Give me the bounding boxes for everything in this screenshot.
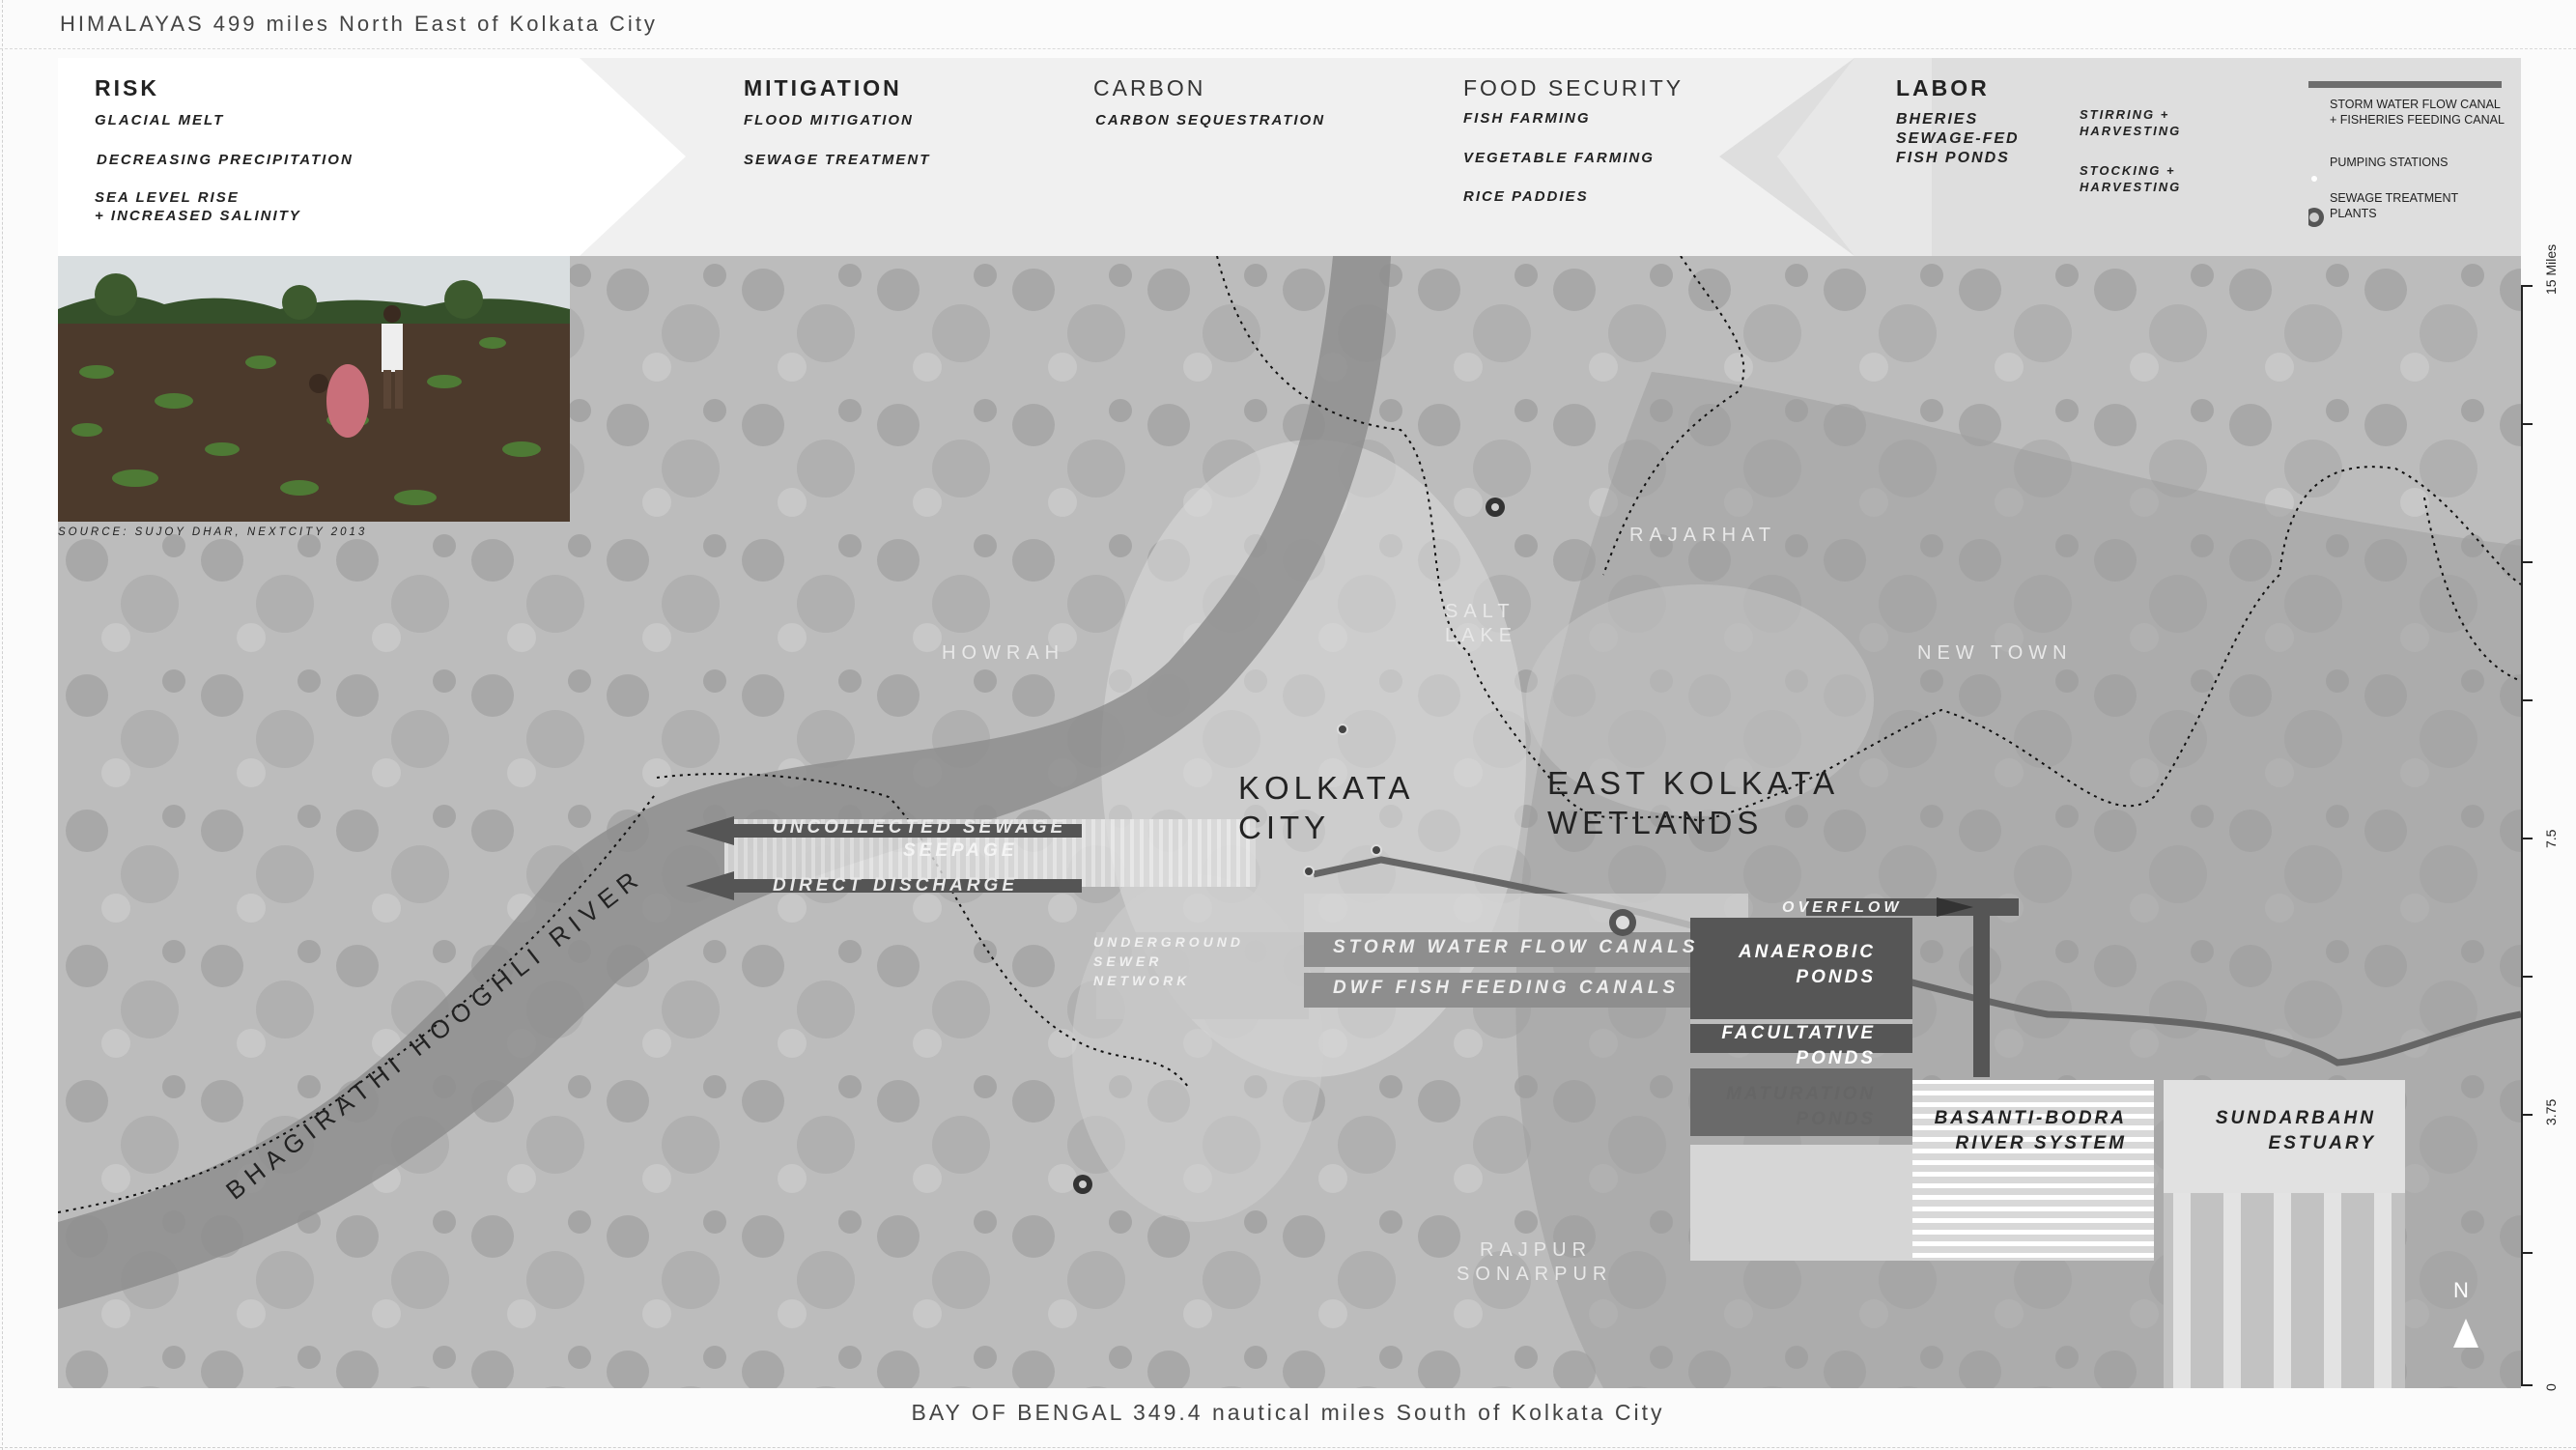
labor-item: BHERIES <box>1896 111 1979 128</box>
place-new-town: NEW TOWN <box>1917 642 2073 664</box>
scale-tick-label: 7.5 <box>2543 829 2559 848</box>
food-item: FISH FARMING <box>1463 110 1591 127</box>
river-label: BHAGIRATHI HOOGHLI RIVER <box>220 862 649 1206</box>
pumping-station-legend-dot <box>2311 176 2317 182</box>
place-sonarpur: SONARPUR <box>1457 1264 1613 1285</box>
scale-tick-label: 3.75 <box>2543 1098 2559 1125</box>
risk-item: DECREASING PRECIPITATION <box>97 152 354 168</box>
treatment-legend-label: SEWAGE TREATMENT <box>2330 191 2459 205</box>
carbon-item: CARBON SEQUESTRATION <box>1095 112 1326 128</box>
place-rajpur: RAJPUR <box>1480 1239 1593 1261</box>
photo-image <box>58 256 570 522</box>
storm-water-label: STORM WATER FLOW CANALS <box>1333 937 1699 957</box>
dwf-label: DWF FISH FEEDING CANALS <box>1333 978 1679 998</box>
mitigation-item: SEWAGE TREATMENT <box>744 152 931 168</box>
labor-sub: HARVESTING <box>2080 180 2182 194</box>
facultative-label: PONDS <box>1796 1048 1876 1068</box>
canal-legend-line <box>2308 81 2502 88</box>
canal-legend-label: STORM WATER FLOW CANAL <box>2330 98 2501 111</box>
maturation-ponds <box>1690 1145 1912 1261</box>
ekw-label: WETLANDS <box>1547 805 1764 840</box>
maturation-label: MATURATION <box>1726 1084 1876 1104</box>
risk-item: SEA LEVEL RISE <box>95 189 240 206</box>
uncollected-label: UNCOLLECTED SEWAGE <box>773 817 1067 838</box>
anaerobic-label: PONDS <box>1796 967 1876 987</box>
pumping-station-marker <box>1304 867 1314 876</box>
labor-title: LABOR <box>1896 75 1990 100</box>
risk-title: RISK <box>95 75 159 100</box>
page-border-top <box>0 48 2576 49</box>
direct-discharge-label: DIRECT DISCHARGE <box>773 875 1019 896</box>
carbon-title: CARBON <box>1093 75 1206 100</box>
food-item: VEGETABLE FARMING <box>1463 150 1655 166</box>
canal-legend-label: + FISHERIES FEEDING CANAL <box>2330 113 2505 127</box>
north-label: N <box>2453 1278 2469 1302</box>
scale-bar <box>2511 256 2569 1388</box>
underground-label: UNDERGROUND <box>1093 934 1244 950</box>
risk-item: + INCREASED SALINITY <box>95 208 301 224</box>
overflow-pipe <box>1973 898 1990 1077</box>
seepage-label: SEEPAGE <box>903 840 1018 861</box>
labor-sub: HARVESTING <box>2080 124 2182 138</box>
maturation-label: PONDS <box>1796 1109 1876 1129</box>
banner-shapes <box>58 58 2521 256</box>
sundarbahn-label: ESTUARY <box>2268 1133 2376 1153</box>
header-note: HIMALAYAS 499 miles North East of Kolkata City <box>60 12 658 36</box>
field-worker-photo <box>58 256 570 522</box>
scale-unit-label: 15 Miles <box>2543 243 2559 295</box>
mitigation-title: MITIGATION <box>744 75 902 100</box>
facultative-label: FACULTATIVE <box>1721 1023 1876 1043</box>
kolkata-label: CITY <box>1238 810 1331 845</box>
labor-sub: STIRRING + <box>2080 107 2170 122</box>
ekw-label: EAST KOLKATA <box>1547 765 1840 801</box>
basanti-label: BASANTI-BODRA <box>1934 1108 2127 1128</box>
labor-item: FISH PONDS <box>1896 150 2010 166</box>
pumping-station-marker <box>1372 845 1381 855</box>
place-salt: SALT <box>1445 601 1515 622</box>
kolkata-label: KOLKATA <box>1238 770 1415 806</box>
scale-tick-label: 0 <box>2543 1383 2559 1391</box>
food-item: RICE PADDIES <box>1463 188 1589 205</box>
risk-item: GLACIAL MELT <box>95 112 225 128</box>
footer-note: BAY OF BENGAL 349.4 nautical miles South of Kolkata City <box>911 1400 1665 1425</box>
pumping-legend-label: PUMPING STATIONS <box>2330 156 2449 169</box>
overflow-label: OVERFLOW <box>1782 899 1903 916</box>
labor-sub: STOCKING + <box>2080 163 2176 178</box>
place-rajarhat: RAJARHAT <box>1629 525 1777 546</box>
underground-label: SEWER <box>1093 953 1163 969</box>
page-border-bottom <box>0 1447 2576 1448</box>
treatment-legend-label: PLANTS <box>2330 207 2377 220</box>
place-howrah: HOWRAH <box>942 642 1065 664</box>
photo-source: SOURCE: SUJOY DHAR, NEXTCITY 2013 <box>58 526 368 538</box>
sundarbahn-label: SUNDARBAHN <box>2215 1108 2376 1128</box>
food-security-title: FOOD SECURITY <box>1463 75 1684 100</box>
page-border-left <box>2 0 3 1450</box>
basanti-label: RIVER SYSTEM <box>1955 1133 2127 1153</box>
mitigation-item: FLOOD MITIGATION <box>744 112 914 128</box>
anaerobic-label: ANAEROBIC <box>1738 942 1876 962</box>
pumping-station-marker <box>1338 725 1347 734</box>
labor-item: SEWAGE-FED <box>1896 130 2020 147</box>
underground-label: NETWORK <box>1093 973 1191 988</box>
legend-banner <box>58 58 2521 256</box>
place-lake: LAKE <box>1445 625 1518 646</box>
